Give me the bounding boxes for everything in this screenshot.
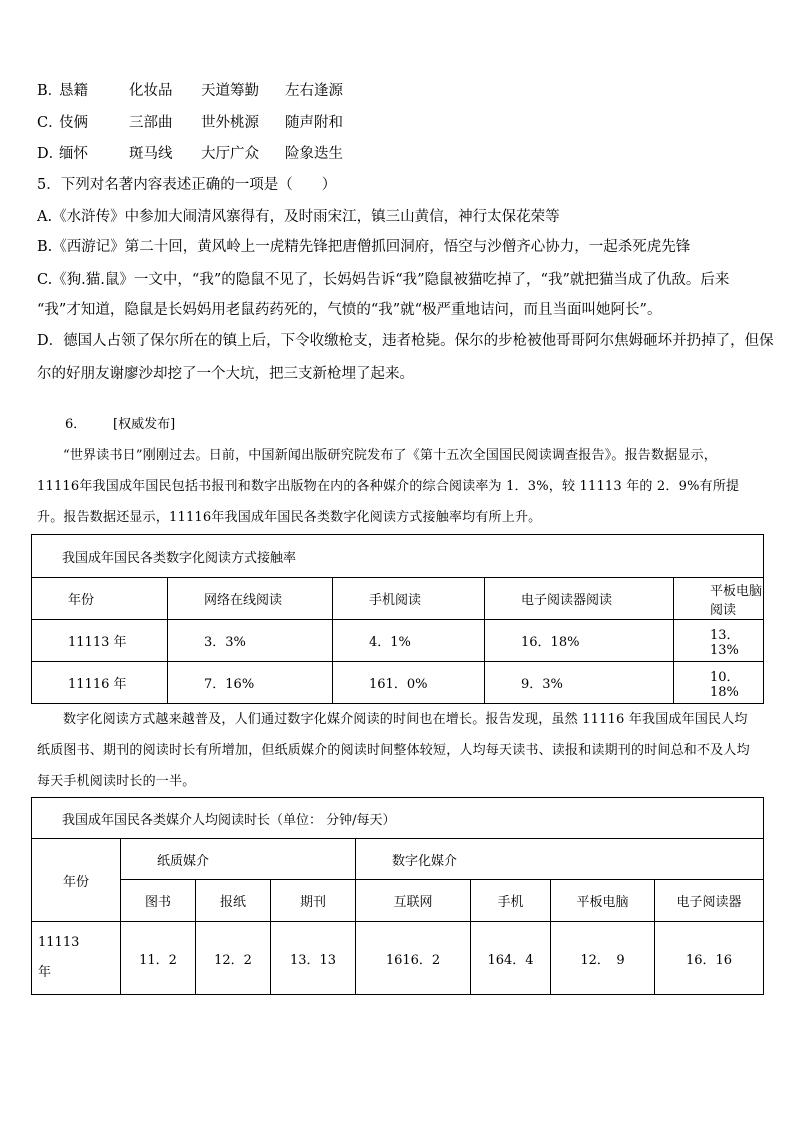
table-cell: 13．13% [674,620,764,662]
table-caption: 我国成年国民各类数字化阅读方式接触率 [32,535,764,578]
option-c [37,113,343,133]
table-header-cell: 报纸 [196,880,271,922]
table-cell: 7．16% [168,662,333,704]
option-word: 世外桃源 [201,115,259,131]
q6-heading [65,413,175,432]
table-header-cell: 网络在线阅读 [168,578,333,620]
q5-option-b: B.《西游记》第二十回，黄风岭上一虎精先锋把唐僧抓回洞府，悟空与沙僧齐心协力，一起杀死虎先锋 [37,239,691,255]
q5-option-c-line2: “我”才知道，隐鼠是长妈妈用老鼠药药死的，气愤的“我”就“极严重地诘问，而且当面叫她阿长”。 [37,302,662,318]
table-header-cell: 互联网 [356,880,471,922]
table-group-header: 数字化媒介 [356,839,764,880]
table-cell: 9．3% [485,662,674,704]
table-header-cell: 年份 [32,839,121,922]
option-b [37,81,343,101]
table-cell: 161．0% [333,662,485,704]
table-cell: 11．2 [121,922,196,995]
table-cell: 13．13 [271,922,356,995]
q5-option-a: A.《水浒传》中参加大闹清风寨得有，及时雨宋江，镇三山黄信，神行太保花荣等 [37,209,560,225]
option-label: D． [37,146,64,162]
table-group-header: 纸质媒介 [121,839,356,880]
option-word: 天道筹勤 [201,83,259,99]
option-word: 险象迭生 [285,146,343,162]
q5-option-c-line1: C.《狗.猫.鼠》一文中，“我”的隐鼠不见了，长妈妈告诉“我”隐鼠被猫吃掉了，“我”就把猫当成了仇敌。后来 [37,272,730,288]
table-header-cell: 电子阅读器阅读 [485,578,674,620]
q5-option-d-line2: 尔的好朋友谢廖沙却挖了一个大坑，把三支新枪埋了起来。 [37,366,414,382]
table-cell: 11116 年 [32,662,168,704]
table-media-reading-time [31,797,764,995]
option-word: 缅怀 [59,146,88,162]
table-header-cell: 期刊 [271,880,356,922]
option-word: 随声附和 [285,115,343,131]
option-word: 大厅广众 [201,146,259,162]
q6-paragraph-2: 数字化阅读方式越来越普及，人们通过数字化媒介阅读的时间也在增长。报告发现，虽然 11116 年我国成年国民人均纸质图书、期刊的阅读时长有所增加，但纸质媒介的阅读时间整体较短，人均每天读书、读报和读期刊的时间总和不及人均每天手机阅读时长的一半。 [37,712,750,789]
option-label: C． [37,115,63,131]
table-header-cell: 平板电脑阅读 [674,578,764,620]
table-cell: 10．18% [674,662,764,704]
table-cell: 164．4 [471,922,551,995]
table-header-cell: 电子阅读器 [655,880,764,922]
option-word: 三部曲 [129,115,173,131]
table-cell: 16．18% [485,620,674,662]
table-cell: 1616．2 [356,922,471,995]
option-d [37,144,343,164]
option-word: 斑马线 [129,146,173,162]
table-cell: 3．3% [168,620,333,662]
table-cell: 12． 9 [551,922,655,995]
table-cell: 16．16 [655,922,764,995]
q6-paragraph-1: “世界读书日”刚刚过去。日前，中国新闻出版研究院发布了《第十五次全国国民阅读调查报告》。报告数据显示，11116年我国成年国民包括书报刊和数字出版物在内的各种媒介的综合阅读率为 1．3%，较 11113 年的 2．9%有所提升。报告数据还显示，11116年我国成年国民各类数字化阅读方式接触率均有所上升。 [37,448,740,525]
option-word: 化妆品 [129,83,173,99]
table-caption: 我国成年国民各类媒介人均阅读时长（单位： 分钟/每天） [32,798,764,839]
table-cell: 12．2 [196,922,271,995]
option-word: 左右逢源 [285,83,343,99]
table-header-cell: 手机 [471,880,551,922]
table-digital-reading-rate [31,534,764,704]
option-word: 恳籍 [59,83,88,99]
q5-stem: 5．下列对名著内容表述正确的一项是（ ） [37,177,337,193]
table-header-cell: 图书 [121,880,196,922]
table-header-cell: 手机阅读 [333,578,485,620]
table-cell: 11113 年 [32,620,168,662]
q6-tag: [权威发布] [113,417,176,432]
q5-option-d-line1: D．德国人占领了保尔所在的镇上后，下令收缴枪支，违者枪毙。保尔的步枪被他哥哥阿尔焦姆砸坏并扔掉了，但保 [37,333,774,349]
table-cell: 4．1% [333,620,485,662]
option-label: B． [37,83,63,99]
q6-number: 6． [65,417,87,432]
option-word: 伎俩 [59,115,88,131]
table-cell: 11113 年 [32,922,121,995]
table-header-cell: 年份 [32,578,168,620]
table-header-cell: 平板电脑 [551,880,655,922]
